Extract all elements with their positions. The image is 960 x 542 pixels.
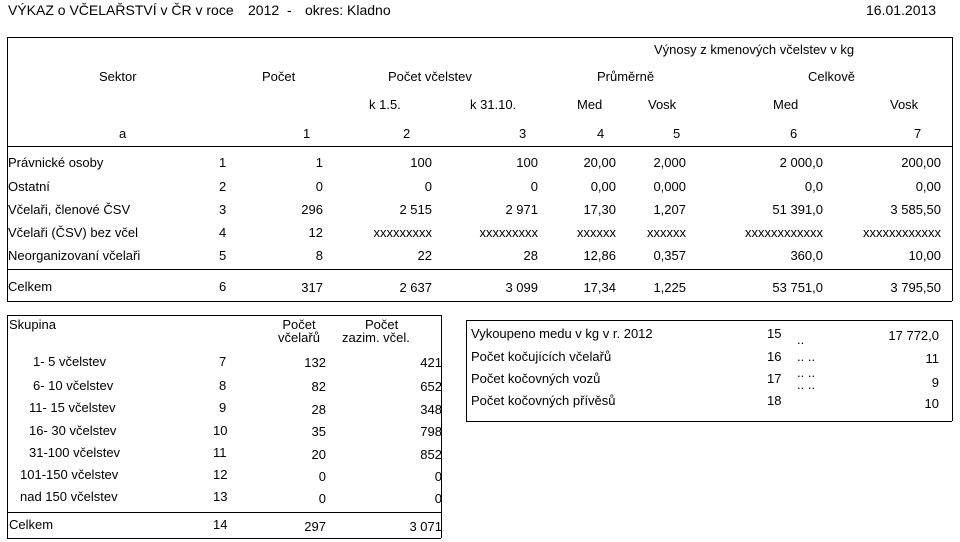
cell-vosk-avg: 0,000 (653, 179, 686, 194)
header-pocet-vcelstev: Počet včelstev (388, 69, 472, 84)
group-vcelaru: 35 (311, 424, 326, 439)
extra-label: Počet kočujících včelařů (471, 349, 612, 364)
report-year: 2012 (248, 2, 280, 18)
total-med-total: 53 751,0 (772, 280, 823, 295)
cell-med-total: 0,0 (804, 179, 823, 194)
index-3: 3 (519, 126, 527, 141)
index-2: 2 (403, 126, 411, 141)
pocet-vcelaru-header-2: včelařů (278, 330, 320, 345)
cell-pocet: 296 (301, 202, 323, 217)
index-4: 4 (597, 126, 605, 141)
cell-vcelstev-k3110: 28 (523, 248, 538, 263)
group-label: 6- 10 včelstev (33, 378, 114, 393)
header-vosk-total: Vosk (890, 97, 919, 112)
report-date: 16.01.2013 (866, 2, 937, 18)
group-vcelaru: 20 (311, 447, 326, 462)
pocet-zazim-header-1: Počet (365, 317, 399, 332)
cell-vosk-avg: 2,000 (653, 155, 686, 170)
cell-pocet: 12 (308, 225, 323, 240)
index-6: 6 (790, 126, 798, 141)
cell-med-total: 51 391,0 (772, 202, 823, 217)
extra-value: 17 772,0 (888, 328, 939, 343)
extra-number: 17 (767, 371, 782, 386)
cell-vcelstev-k15: 100 (410, 155, 432, 170)
row-number: 1 (219, 155, 227, 170)
group-number: 10 (213, 423, 228, 438)
header-sektor: Sektor (99, 69, 137, 84)
cell-vosk-total: 0,00 (915, 179, 941, 194)
group-vcelaru: 0 (318, 491, 326, 506)
row-label: Neorganizovaní včelaři (8, 248, 141, 263)
group-label: 11- 15 včelstev (29, 400, 116, 415)
cell-vosk-total: 3 585,50 (890, 202, 941, 217)
group-zazim: 421 (420, 355, 442, 370)
total-number: 6 (219, 279, 227, 294)
skupina-header: Skupina (9, 317, 56, 332)
extra-number: 18 (767, 393, 782, 408)
total-med-avg: 17,34 (583, 280, 616, 295)
cell-pocet: 1 (315, 155, 323, 170)
skupina-total-label: Celkem (9, 517, 54, 532)
report-title: VÝKAZ o VČELAŘSTVÍ v ČR v roce (8, 2, 234, 18)
extra-value: 9 (931, 375, 939, 390)
cell-med-avg: 17,30 (583, 202, 616, 217)
cell-med-total: xxxxxxxxxxxx (745, 225, 823, 240)
cell-vcelstev-k15: xxxxxxxxx (373, 225, 432, 240)
group-vcelaru: 82 (311, 379, 326, 394)
skupina-total-vcelaru: 297 (304, 519, 326, 534)
row-number: 4 (219, 225, 227, 240)
group-zazim: 348 (420, 402, 442, 417)
cell-vosk-total: 200,00 (901, 155, 941, 170)
total-label: Celkem (8, 279, 53, 294)
group-number: 13 (213, 489, 228, 504)
group-vcelaru: 0 (318, 469, 326, 484)
skupina-total-number: 14 (213, 517, 228, 532)
cell-med-avg: xxxxxx (577, 225, 616, 240)
header-vosk-avg: Vosk (648, 97, 677, 112)
index-1: 1 (303, 126, 311, 141)
group-number: 7 (219, 354, 227, 369)
total-vcelstev-k15: 2 637 (399, 280, 432, 295)
header-med-total: Med (773, 97, 799, 112)
cell-vcelstev-k15: 22 (417, 248, 432, 263)
row-number: 5 (219, 248, 227, 263)
title-dash: - (287, 2, 292, 18)
row-label: Včelaři, členové ČSV (8, 202, 131, 217)
group-label: 101-150 včelstev (20, 467, 119, 482)
group-number: 12 (213, 467, 228, 482)
header-k-1-5: k 1.5. (369, 97, 401, 112)
group-label: 1- 5 včelstev (33, 354, 106, 369)
group-zazim: 0 (434, 469, 442, 484)
cell-vcelstev-k3110: 0 (530, 179, 538, 194)
extra-label: Počet kočovných přívěsů (471, 393, 616, 408)
cell-vosk-avg: xxxxxx (647, 225, 686, 240)
total-vcelstev-k3110: 3 099 (505, 280, 538, 295)
extra-dots: .. .. (797, 377, 816, 392)
extra-number: 16 (767, 349, 782, 364)
extra-value: 10 (924, 396, 939, 411)
total-pocet: 317 (301, 280, 323, 295)
cell-pocet: 8 (315, 248, 323, 263)
group-zazim: 798 (420, 424, 442, 439)
cell-vcelstev-k3110: xxxxxxxxx (479, 225, 538, 240)
cell-med-avg: 20,00 (583, 155, 616, 170)
cell-vcelstev-k15: 0 (424, 179, 432, 194)
cell-vosk-total: xxxxxxxxxxxx (863, 225, 941, 240)
index-5: 5 (673, 126, 681, 141)
cell-med-avg: 12,86 (583, 248, 616, 263)
extra-dots: .. (797, 332, 805, 347)
extra-dots: .. .. (797, 349, 816, 364)
group-vcelaru: 28 (311, 402, 326, 417)
cell-vcelstev-k15: 2 515 (399, 202, 432, 217)
header-pocet: Počet (262, 69, 296, 84)
group-vcelaru: 132 (304, 355, 326, 370)
total-vosk-avg: 1,225 (653, 280, 686, 295)
row-number: 3 (219, 202, 227, 217)
cell-pocet: 0 (315, 179, 323, 194)
row-number: 2 (219, 179, 227, 194)
extra-dots: .. .. (797, 365, 816, 380)
header-k-31-10: k 31.10. (470, 97, 517, 112)
total-vosk-total: 3 795,50 (890, 280, 941, 295)
group-number: 9 (219, 400, 227, 415)
header-prumerne: Průměrně (597, 69, 655, 84)
cell-vosk-total: 10,00 (908, 248, 941, 263)
extra-number: 15 (767, 326, 782, 341)
report-district: okres: Kladno (305, 2, 391, 18)
cell-vcelstev-k3110: 2 971 (505, 202, 538, 217)
header-med-avg: Med (577, 97, 603, 112)
group-zazim: 652 (420, 379, 442, 394)
extra-label: Vykoupeno medu v kg v r. 2012 (471, 326, 653, 341)
group-label: 31-100 včelstev (29, 445, 121, 460)
group-label: nad 150 včelstev (20, 489, 118, 504)
header-vynosy: Výnosy z kmenových včelstev v kg (654, 42, 855, 57)
header-celkove: Celkově (808, 69, 855, 84)
extra-value: 11 (925, 351, 939, 366)
group-zazim: 852 (420, 447, 442, 462)
cell-vcelstev-k3110: 100 (516, 155, 538, 170)
cell-vosk-avg: 0,357 (653, 248, 686, 263)
index-a: a (119, 126, 127, 141)
skupina-total-zazim: 3 071 (409, 519, 442, 534)
cell-med-total: 360,0 (790, 248, 823, 263)
row-label: Včelaři (ČSV) bez včel (8, 225, 139, 240)
pocet-vcelaru-header-1: Počet (282, 317, 316, 332)
group-label: 16- 30 včelstev (29, 423, 117, 438)
pocet-zazim-header-2: zazim. včel. (342, 330, 410, 345)
group-number: 11 (213, 445, 227, 460)
cell-med-avg: 0,00 (590, 179, 616, 194)
extra-label: Počet kočovných vozů (471, 371, 601, 386)
row-label: Ostatní (8, 179, 50, 194)
row-label: Právnické osoby (8, 155, 104, 170)
group-zazim: 0 (434, 491, 442, 506)
cell-vosk-avg: 1,207 (653, 202, 686, 217)
cell-med-total: 2 000,0 (779, 155, 823, 170)
index-7: 7 (914, 126, 922, 141)
group-number: 8 (219, 378, 227, 393)
